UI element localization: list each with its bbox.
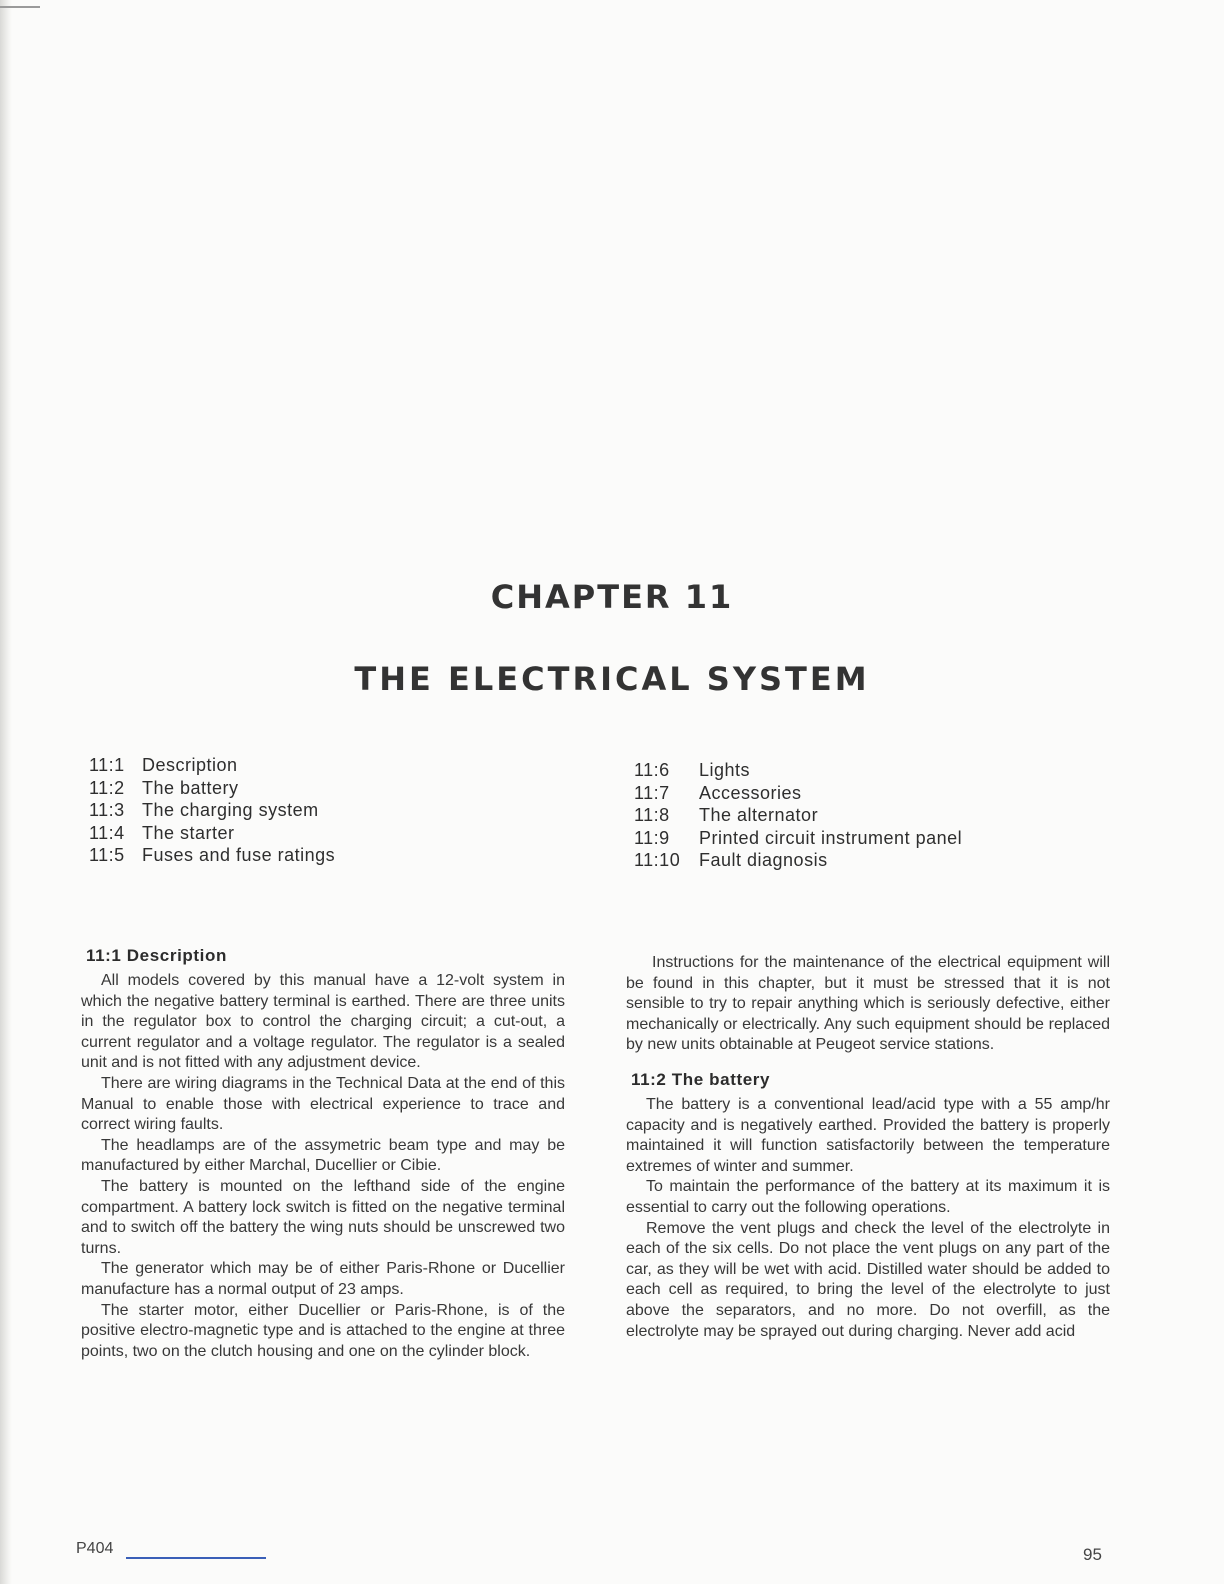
scan-mark-line — [126, 1557, 266, 1559]
paragraph: The generator which may be of either Paris-Rhone or Ducellier manufacture has a normal output of 23 amps. — [81, 1260, 565, 1298]
chapter-number: CHAPTER 11 — [490, 578, 734, 616]
toc-number: 11:8 — [634, 805, 670, 825]
toc-label: Printed circuit instrument panel — [699, 827, 963, 848]
paragraph: To maintain the performance of the battery at its maximum it is essential to carry out the following operations. — [626, 1178, 1110, 1216]
toc-number: 11:6 — [634, 760, 670, 780]
toc-number: 11:3 — [89, 800, 125, 820]
toc-item — [89, 754, 335, 777]
chapter-title: THE ELECTRICAL SYSTEM — [354, 660, 870, 698]
toc-right — [634, 759, 962, 872]
paragraph: There are wiring diagrams in the Technical Data at the end of this Manual to enable those with electrical experience to trace and correct wiring faults. — [81, 1074, 565, 1134]
section-heading-battery: 11:2 The battery — [631, 1069, 771, 1089]
toc-label: The battery — [142, 777, 239, 798]
body-column-left — [81, 945, 565, 1362]
toc-label: Fuses and fuse ratings — [142, 845, 336, 865]
toc-number: 11:7 — [634, 782, 670, 803]
toc-item — [89, 844, 335, 867]
toc-number: 11:1 — [89, 755, 125, 775]
toc-item — [634, 849, 962, 872]
toc-label: Fault diagnosis — [699, 850, 828, 870]
intro-paragraph: Instructions for the maintenance of the electrical equipment will be found in this chapter, but it must be stressed that it is not sensible to try to repair anything which is seriously defective, either mechanically or electrically. Any such equipment should be replaced by new units obtainable at Peugeot service stations. — [626, 954, 1110, 1054]
toc-label: The alternator — [699, 805, 819, 825]
page-edge — [0, 0, 12, 1584]
paragraph: The starter motor, either Ducellier or Paris-Rhone, is of the positive electro-magnetic type and is attached to the engine at three points, two on the clutch housing and one on the cylinder block. — [81, 1301, 565, 1360]
toc-label: Description — [142, 755, 238, 775]
toc-number: 11:10 — [634, 850, 681, 870]
paragraph: The headlamps are of the assymetric beam type and may be manufactured by either Marchal, Ducellier or Cibie. — [81, 1136, 565, 1175]
toc-item — [634, 782, 962, 805]
toc-item — [634, 827, 962, 850]
footer-code: P404 — [76, 1540, 114, 1557]
toc-item — [634, 804, 962, 827]
toc-label: The charging system — [142, 800, 319, 820]
toc-item — [89, 777, 335, 800]
toc-number: 11:9 — [634, 827, 670, 848]
toc-number: 11:2 — [89, 777, 125, 798]
paragraph: The battery is a conventional lead/acid type with a 55 amp/hr capacity and is negatively earthed. Provided the battery is properly maintained it will function satisfactorily between the temperature extremes of winter and summer. — [626, 1095, 1110, 1175]
body-column-right — [626, 953, 1110, 1342]
toc-item — [89, 822, 335, 845]
toc-number: 11:5 — [89, 845, 125, 865]
page-number: 95 — [1083, 1545, 1102, 1564]
paragraph: All models covered by this manual have a 12-volt system in which the negative battery terminal is earthed. There are three units in the regulator box to control the charging circuit; a cut-out, a current regulator and a voltage regulator. The regulator is a sealed unit and is not fitted with any adjustment device. — [81, 972, 565, 1072]
top-rule — [0, 6, 40, 8]
toc-number: 11:4 — [89, 822, 125, 843]
toc-label: Accessories — [699, 782, 802, 803]
paragraph: The battery is mounted on the lefthand side of the engine compartment. A battery lock switch is fitted on the negative terminal and to switch off the battery the wing nuts should be unscrewed two turns. — [81, 1177, 565, 1257]
section-heading-description: 11:1 Description — [86, 946, 227, 965]
toc-item — [89, 799, 335, 822]
toc-label: The starter — [142, 822, 235, 843]
toc-label: Lights — [699, 760, 751, 780]
paragraph: Remove the vent plugs and check the level of the electrolyte in each of the six cells. Do not place the vent plugs on any part of the car, as they will be wet with acid. Distilled water should be added to each cell as required, to bring the level of the electrolyte to just above the separators, and no more. Do not overfill, as the electrolyte may be sprayed out during charging. Never add acid — [626, 1219, 1110, 1340]
toc-item — [634, 759, 962, 782]
toc-left — [89, 754, 335, 867]
